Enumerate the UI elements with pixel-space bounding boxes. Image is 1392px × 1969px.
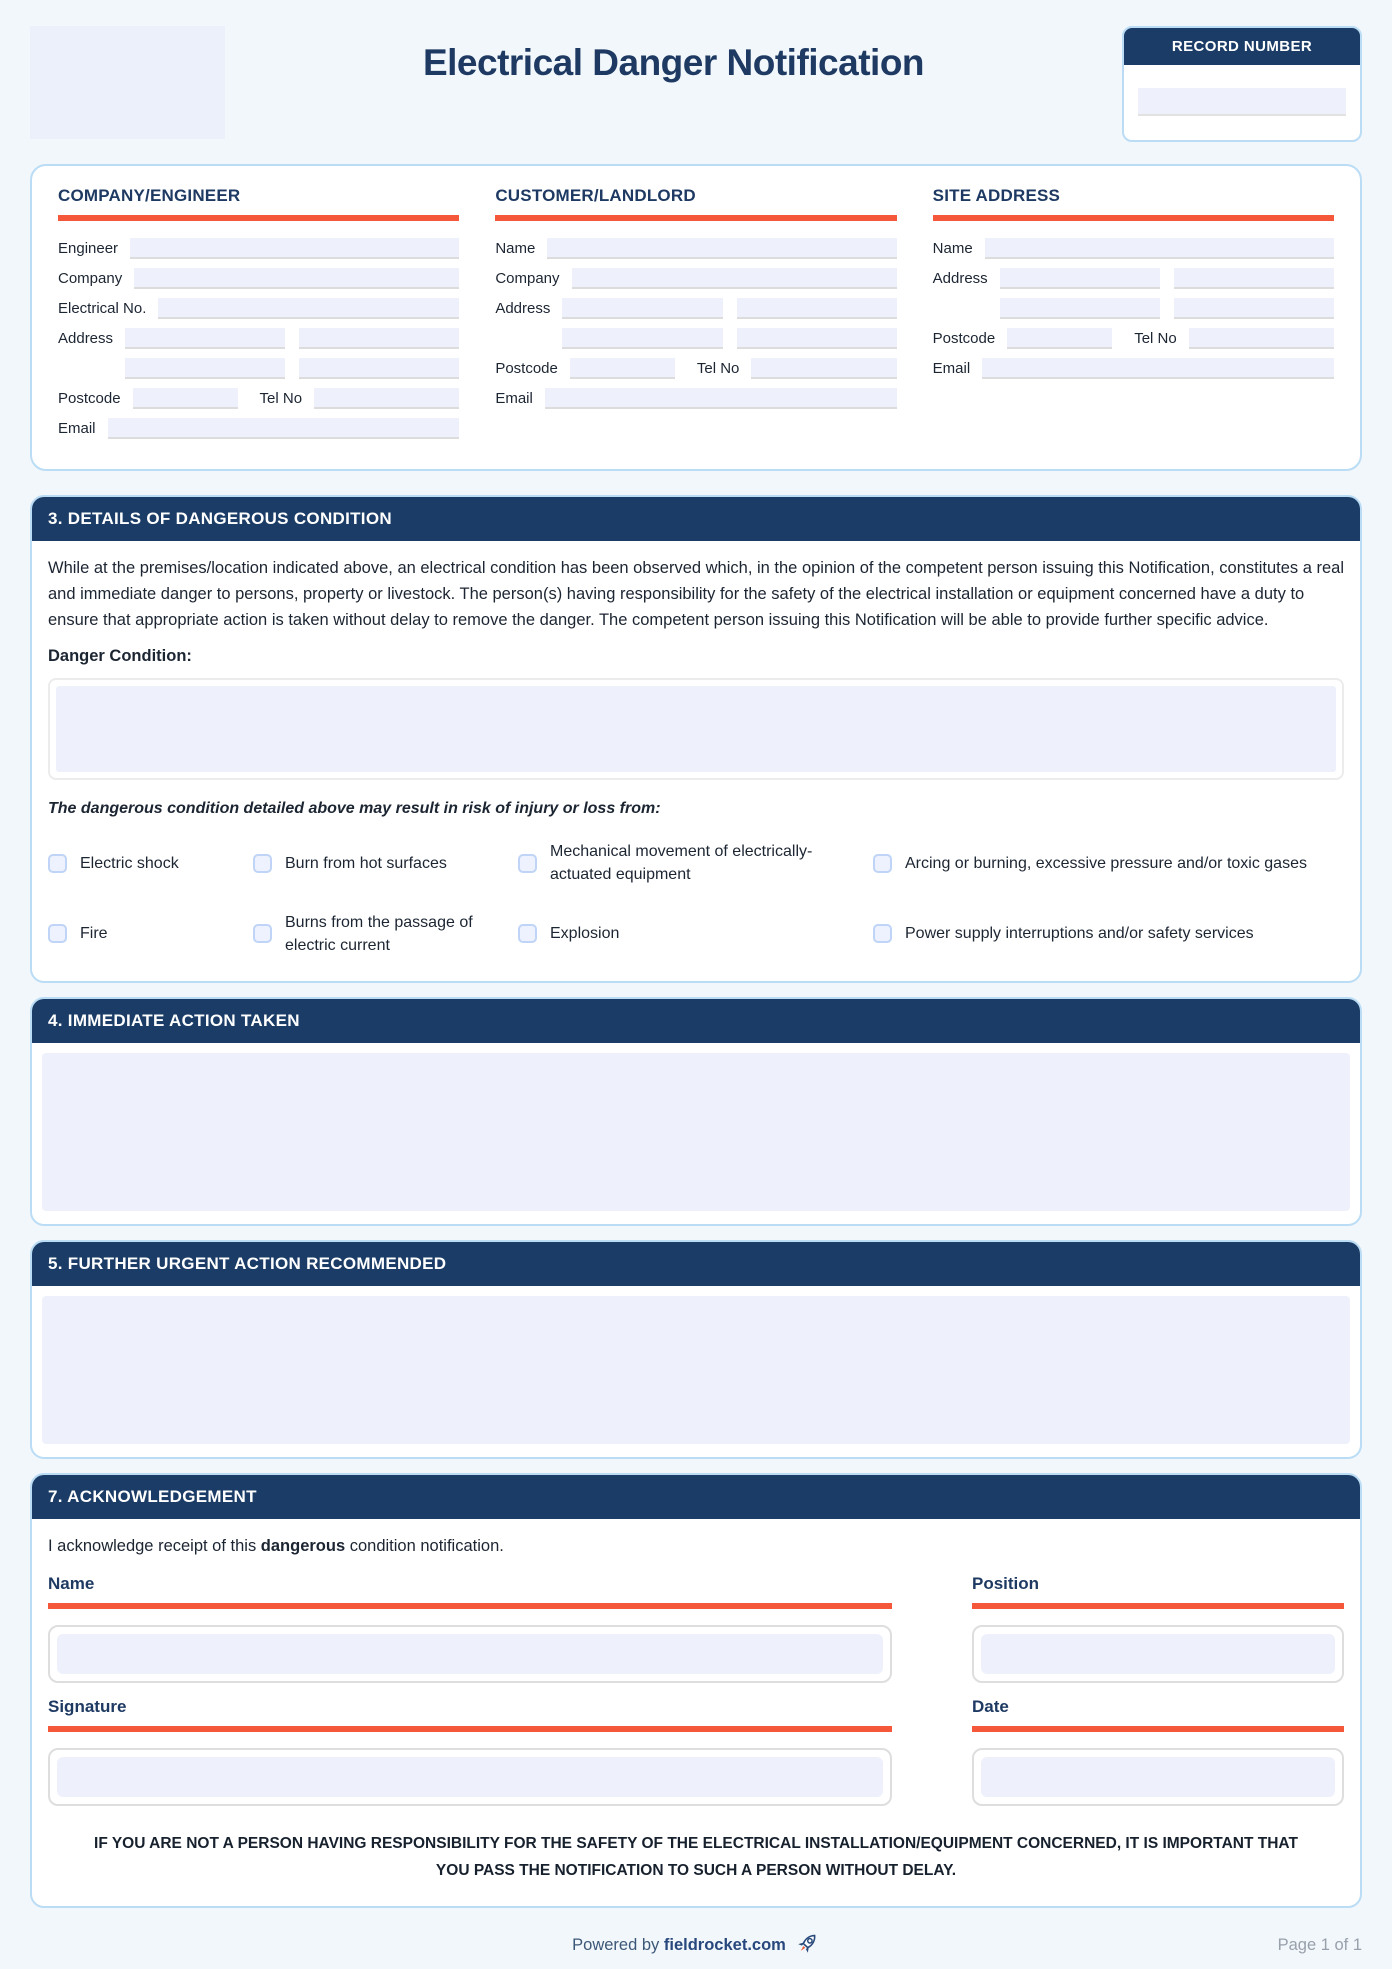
tel-input[interactable] (314, 388, 459, 409)
risk-checkbox-grid (48, 840, 1344, 957)
site-address-section (933, 186, 1334, 447)
tel-label: Tel No (259, 390, 303, 407)
company-input[interactable] (572, 268, 897, 289)
postcode-input[interactable] (1007, 328, 1112, 349)
further-action-textarea[interactable] (42, 1296, 1350, 1444)
address-field-row2 (495, 327, 896, 350)
risk-label: Mechanical movement of electrically-actuated equipment (550, 843, 813, 884)
record-number-body (1124, 65, 1360, 126)
page-indicator: Page 1 of 1 (1277, 1936, 1362, 1955)
risk-checkbox[interactable] (518, 924, 537, 943)
section5-heading: 5. FURTHER URGENT ACTION RECOMMENDED (32, 1242, 1360, 1286)
address-line2-pair (562, 328, 896, 349)
immediate-action-textarea[interactable] (42, 1053, 1350, 1211)
ack-suffix: condition notification. (345, 1536, 504, 1555)
risk-item-explosion (518, 922, 853, 945)
danger-condition-textarea[interactable] (48, 678, 1344, 780)
risk-label: Explosion (550, 925, 620, 943)
site-address-heading: SITE ADDRESS (932, 186, 1061, 205)
heading-underline (48, 1603, 892, 1609)
engineer-input[interactable] (130, 238, 459, 259)
risk-label: Power supply interruptions and/or safety services (905, 925, 1254, 943)
email-input[interactable] (108, 418, 460, 439)
risk-item-power-supply-interruptions (873, 922, 1344, 945)
name-field-row (933, 237, 1334, 260)
customer-landlord-section (495, 186, 896, 447)
danger-condition-textarea-fill (56, 686, 1336, 772)
section3-heading: 3. DETAILS OF DANGEROUS CONDITION (32, 497, 1360, 541)
engineer-field-row (58, 237, 459, 260)
parties-card (30, 164, 1362, 471)
acknowledgement-text (48, 1537, 1344, 1556)
risk-checkbox[interactable] (48, 924, 67, 943)
ack-signature-input-fill (57, 1757, 883, 1797)
risk-item-electric-shock (48, 852, 233, 875)
address-field-row2 (933, 297, 1334, 320)
ack-bold-word: dangerous (260, 1536, 346, 1555)
email-field-row (58, 417, 459, 440)
section-acknowledgement (30, 1473, 1362, 1908)
risk-item-mechanical-movement (518, 840, 853, 886)
risk-label: Burn from hot surfaces (285, 854, 447, 872)
address-label: Address (495, 300, 551, 317)
logo-placeholder (30, 26, 225, 139)
email-input[interactable] (545, 388, 897, 409)
engineer-label: Engineer (58, 240, 119, 257)
postcode-input[interactable] (133, 388, 238, 409)
record-number-input[interactable] (1138, 88, 1346, 116)
ack-name-field (48, 1574, 892, 1683)
risk-item-arcing-burning (873, 852, 1344, 875)
tel-label: Tel No (696, 360, 740, 377)
company-input[interactable] (134, 268, 459, 289)
ack-date-field (972, 1697, 1344, 1806)
email-label: Email (932, 360, 971, 377)
postcode-label: Postcode (495, 360, 558, 377)
risk-checkbox[interactable] (518, 854, 537, 873)
acknowledgement-fields-grid (48, 1574, 1344, 1806)
address-line1-pair (1000, 268, 1334, 289)
electrical-no-label: Electrical No. (58, 300, 147, 317)
name-input[interactable] (985, 238, 1334, 259)
tel-input[interactable] (751, 358, 896, 379)
section-further-action (30, 1240, 1362, 1459)
tel-label: Tel No (1134, 330, 1177, 347)
postcode-label: Postcode (58, 390, 121, 407)
company-field-row (58, 267, 459, 290)
risk-item-burn-hot-surfaces (253, 852, 498, 875)
ack-name-input-fill (57, 1634, 883, 1674)
record-number-box (1122, 26, 1362, 142)
page-title: Electrical Danger Notification (422, 42, 925, 83)
address-field-row (495, 297, 896, 320)
ack-date-label: Date (972, 1696, 1009, 1716)
risk-checkbox[interactable] (253, 924, 272, 943)
footer (30, 1924, 1362, 1966)
ack-position-field (972, 1574, 1344, 1683)
ack-signature-field (48, 1697, 892, 1806)
heading-underline (933, 215, 1334, 221)
address-line3-input[interactable] (1000, 298, 1160, 319)
email-field-row (495, 387, 896, 410)
address-line2-input[interactable] (737, 298, 897, 319)
record-number-heading: RECORD NUMBER (1124, 28, 1360, 65)
address-line1-pair (562, 298, 896, 319)
ack-date-input[interactable] (972, 1748, 1344, 1806)
address-line2-pair (1000, 298, 1334, 319)
heading-underline (58, 215, 459, 221)
postcode-tel-row (933, 327, 1334, 350)
ack-name-label: Name (48, 1573, 95, 1593)
name-field-row (495, 237, 896, 260)
risk-item-burns-passage-current (253, 911, 498, 957)
address-line4-input[interactable] (1174, 298, 1334, 319)
email-input[interactable] (982, 358, 1334, 379)
postcode-tel-row (58, 387, 459, 410)
address-line1-pair (125, 328, 459, 349)
company-field-row (495, 267, 896, 290)
ack-position-input-fill (981, 1634, 1335, 1674)
section3-paragraph: While at the premises/location indicated above, an electrical condition has been observed which, in the opinion of the competent person issuing this Notification, constitutes a real and immediate danger to persons, property or livestock. The person(s) having responsibility for the safety of the electrical installation or equipment concerned have a duty to ensure that appropriate action is taken without delay to remove the danger. The competent person issuing this Notification will be able to provide further specific advice. (48, 559, 1344, 630)
risk-label: Fire (80, 925, 108, 943)
risk-label: Burns from the passage of electric current (285, 913, 473, 954)
postcode-input[interactable] (570, 358, 675, 379)
name-label: Name (932, 240, 973, 257)
electrical-no-input[interactable] (158, 298, 459, 319)
section-immediate-action (30, 997, 1362, 1226)
ack-position-label: Position (972, 1573, 1040, 1593)
postcode-tel-row (495, 357, 896, 380)
risk-checkbox[interactable] (48, 854, 67, 873)
ack-signature-label: Signature (48, 1696, 127, 1716)
section4-body (32, 1043, 1360, 1224)
company-label: Company (495, 270, 560, 287)
address-line4-input[interactable] (737, 328, 897, 349)
responsibility-warning-text: IF YOU ARE NOT A PERSON HAVING RESPONSIBILITY FOR THE SAFETY OF THE ELECTRICAL INSTALLATION/EQUIPMENT CONCERNED, IT IS IMPORTANT THAT YOU PASS THE NOTIFICATION TO SUCH A PERSON WITHOUT DELAY. (94, 1834, 1298, 1880)
tel-input[interactable] (1189, 328, 1334, 349)
address-line2-input[interactable] (299, 328, 459, 349)
section-dangerous-condition (30, 495, 1362, 983)
address-label: Address (58, 330, 114, 347)
email-label: Email (58, 420, 96, 437)
postcode-label: Postcode (932, 330, 996, 347)
risk-intro-text: The dangerous condition detailed above may result in risk of injury or loss from: (48, 800, 661, 818)
heading-underline (972, 1726, 1344, 1732)
ack-prefix: I acknowledge receipt of this (48, 1536, 261, 1555)
section4-heading: 4. IMMEDIATE ACTION TAKEN (32, 999, 1360, 1043)
heading-underline (495, 215, 896, 221)
risk-label: Arcing or burning, excessive pressure and/or toxic gases (905, 854, 1307, 872)
rocket-icon (794, 1931, 820, 1957)
risk-checkbox[interactable] (873, 924, 892, 943)
brand-link[interactable]: fieldrocket.com (663, 1936, 786, 1955)
address-line2-pair (125, 358, 459, 379)
address-line1-input[interactable] (1000, 268, 1160, 289)
risk-checkbox[interactable] (873, 854, 892, 873)
section7-body (32, 1519, 1360, 1906)
section5-body (32, 1286, 1360, 1457)
address-field-row (58, 327, 459, 350)
danger-condition-label: Danger Condition: (48, 647, 192, 666)
address-line3-input[interactable] (562, 328, 722, 349)
address-line2-input[interactable] (1174, 268, 1334, 289)
customer-landlord-heading: CUSTOMER/LANDLORD (495, 186, 696, 205)
company-engineer-section (58, 186, 459, 447)
name-input[interactable] (547, 238, 896, 259)
powered-by-text: Powered by (572, 1936, 664, 1955)
address-label: Address (932, 270, 988, 287)
header (30, 26, 1362, 142)
ack-signature-input[interactable] (48, 1748, 892, 1806)
section7-heading: 7. ACKNOWLEDGEMENT (32, 1475, 1360, 1519)
address-line4-input[interactable] (299, 358, 459, 379)
section3-body (32, 541, 1360, 981)
address-line1-input[interactable] (125, 328, 285, 349)
address-line1-input[interactable] (562, 298, 722, 319)
risk-label: Electric shock (80, 854, 179, 872)
address-line3-input[interactable] (125, 358, 285, 379)
ack-position-input[interactable] (972, 1625, 1344, 1683)
company-label: Company (58, 270, 123, 287)
email-label: Email (495, 390, 533, 407)
name-label: Name (495, 240, 536, 257)
risk-checkbox[interactable] (253, 854, 272, 873)
risk-item-fire (48, 922, 233, 945)
address-field-row (933, 267, 1334, 290)
ack-name-input[interactable] (48, 1625, 892, 1683)
heading-underline (48, 1726, 892, 1732)
ack-date-input-fill (981, 1757, 1335, 1797)
heading-underline (972, 1603, 1344, 1609)
address-field-row2 (58, 357, 459, 380)
electrical-no-field-row (58, 297, 459, 320)
company-engineer-heading: COMPANY/ENGINEER (58, 186, 241, 205)
email-field-row (933, 357, 1334, 380)
